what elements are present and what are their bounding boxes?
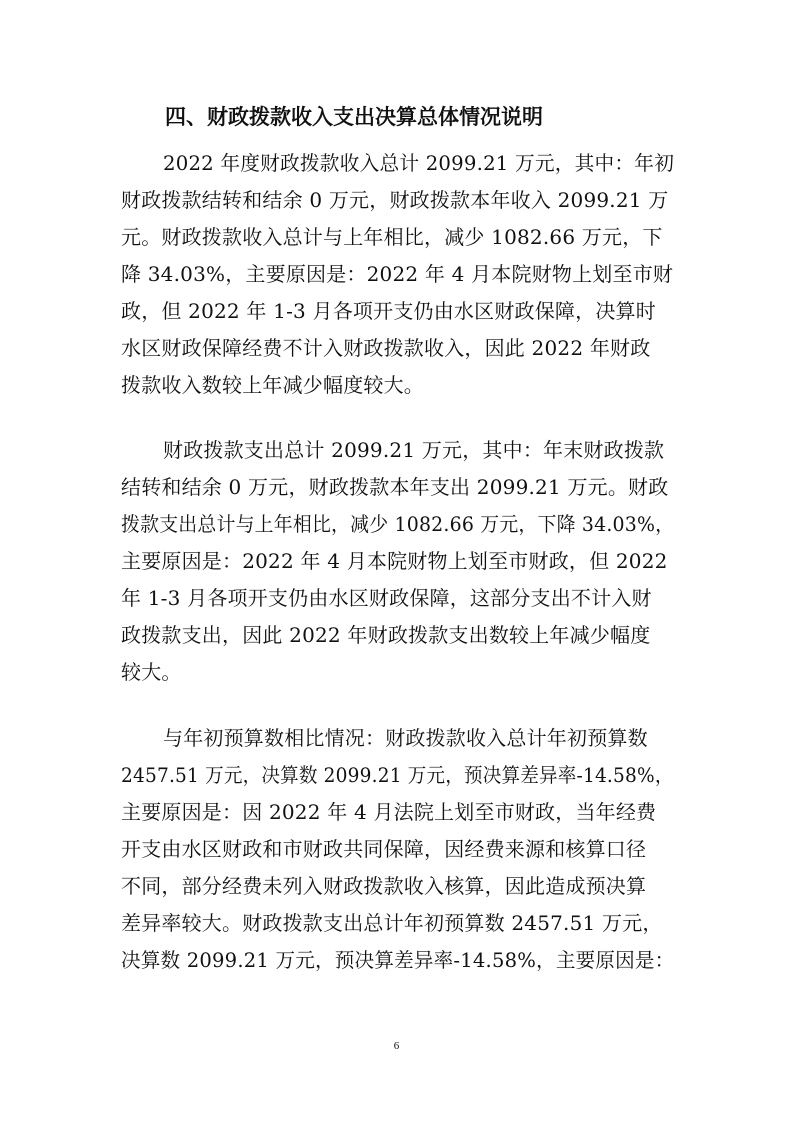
- paragraph-line: 较大。: [121, 660, 182, 684]
- paragraph-line: 2457.51 万元，决算数 2099.21 万元，预决算差异率-14.58%，: [121, 763, 674, 787]
- paragraph-line: 元。财政拨款收入总计与上年相比，减少 1082.66 万元，下: [121, 225, 663, 249]
- paragraph-line: 主要原因是：因 2022 年 4 月法院上划至市财政，当年经费: [121, 800, 657, 824]
- paragraph-line: 水区财政保障经费不计入财政拨款收入，因此 2022 年财政: [121, 336, 651, 360]
- section-heading: 四、财政拨款收入支出决算总体情况说明: [165, 105, 543, 129]
- page-number: 6: [393, 1040, 400, 1052]
- paragraph-line: 与年初预算数相比情况：财政拨款收入总计年初预算数: [163, 726, 648, 750]
- paragraph-line: 差异率较大。财政拨款支出总计年初预算数 2457.51 万元，: [121, 911, 663, 935]
- paragraph-line: 结转和结余 0 万元，财政拨款本年支出 2099.21 万元。财政: [121, 475, 669, 499]
- paragraph-line: 决算数 2099.21 万元，预决算差异率-14.58%，主要原因是：: [121, 948, 675, 972]
- paragraph-line: 拨款支出总计与上年相比，减少 1082.66 万元，下降 34.03%，: [121, 512, 675, 536]
- paragraph-line: 不同，部分经费未列入财政拨款收入核算，因此造成预决算: [121, 874, 647, 898]
- paragraph-line: 财政拨款结转和结余 0 万元，财政拨款本年收入 2099.21 万: [121, 188, 669, 212]
- paragraph-line: 开支由水区财政和市财政共同保障，因经费来源和核算口径: [121, 837, 647, 861]
- paragraph-line: 降 34.03%，主要原因是：2022 年 4 月本院财物上划至市财: [121, 262, 674, 286]
- paragraph-line: 年 1-3 月各项开支仍由水区财政保障，这部分支出不计入财: [121, 586, 652, 610]
- paragraph-line: 2022 年度财政拨款收入总计 2099.21 万元，其中：年初: [163, 151, 675, 175]
- paragraph-line: 财政拨款支出总计 2099.21 万元，其中：年末财政拨款: [163, 438, 665, 462]
- paragraph-line: 政拨款支出，因此 2022 年财政拨款支出数较上年减少幅度: [121, 623, 651, 647]
- paragraph-line: 政，但 2022 年 1-3 月各项开支仍由水区财政保障，决算时: [121, 299, 656, 323]
- paragraph-line: 主要原因是：2022 年 4 月本院财物上划至市财政，但 2022: [121, 549, 668, 573]
- paragraph-line: 拨款收入数较上年减少幅度较大。: [121, 373, 424, 397]
